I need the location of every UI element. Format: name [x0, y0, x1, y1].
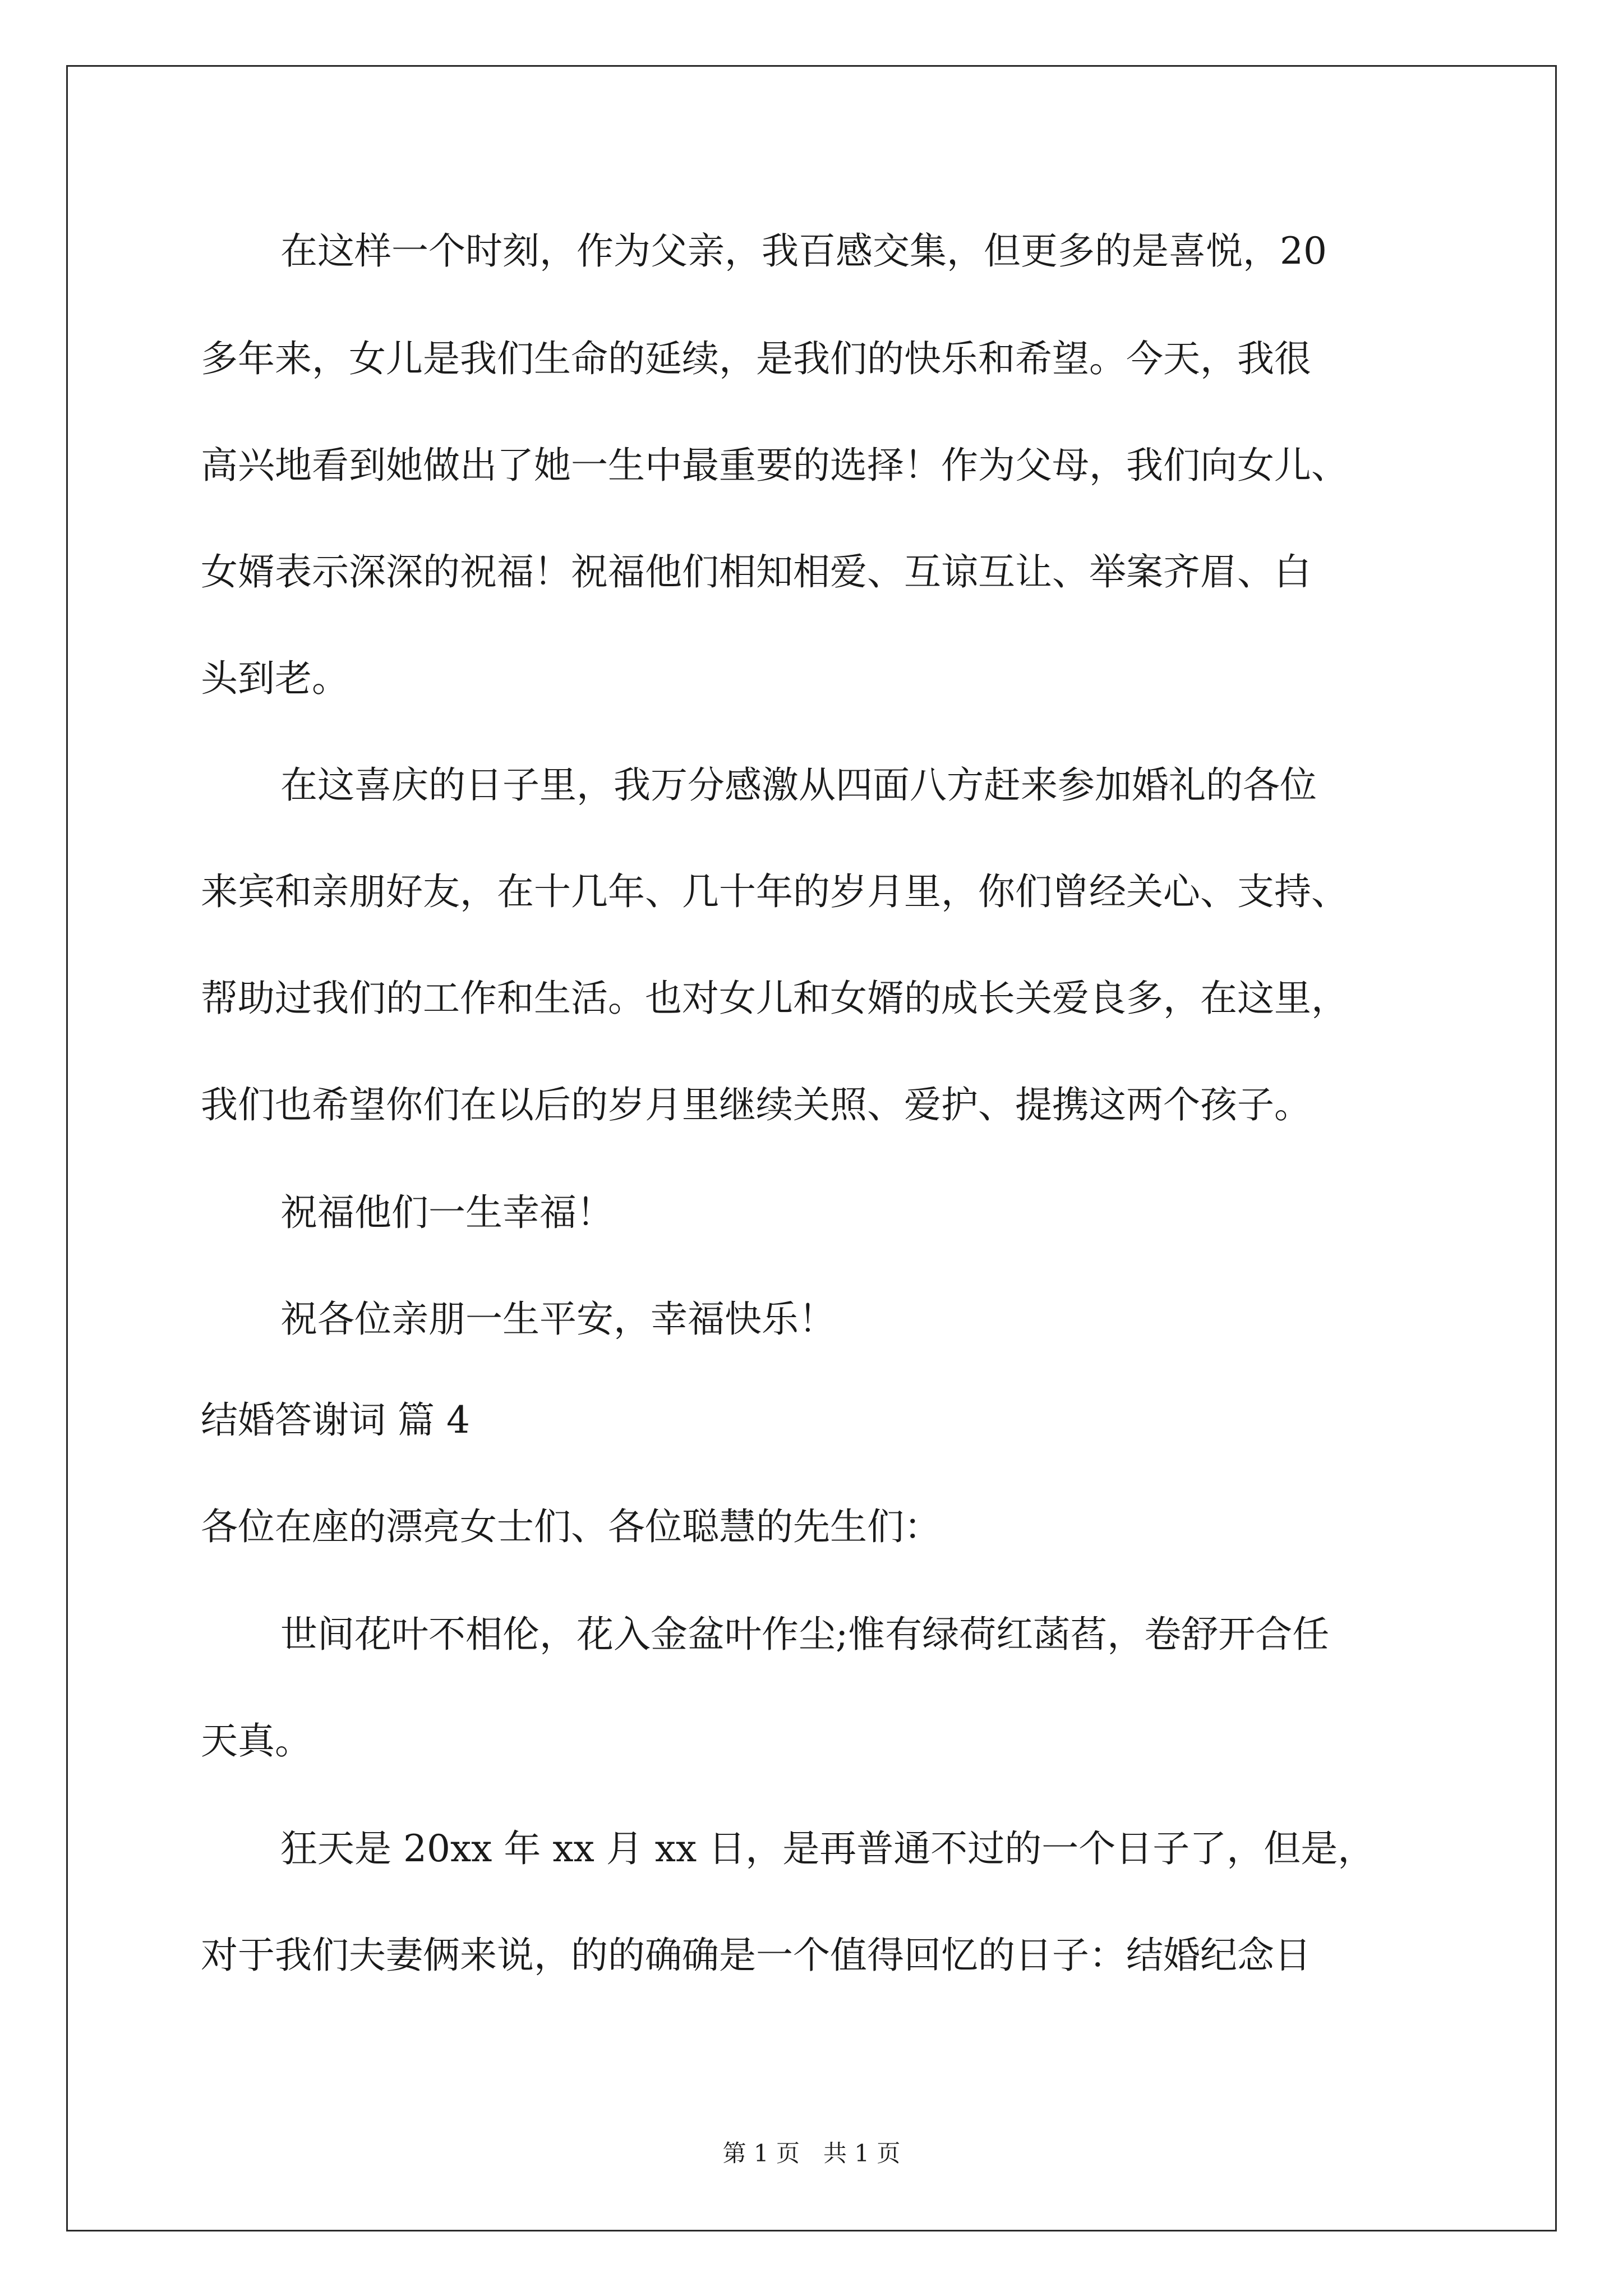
paragraph-line: [0, 1933, 1623, 1978]
line-text: 祝各位亲朋一生平安，幸福快乐！: [280, 1297, 836, 1341]
page-footer: [0, 2139, 1623, 2168]
paragraph-line: [0, 337, 1623, 381]
paragraph-line: [0, 869, 1623, 914]
line-text: 女婿表示深深的祝福！祝福他们相知相爱、互谅互让、举案齐眉、白: [201, 550, 1311, 593]
section-heading: [0, 1398, 1623, 1443]
line-text: 对于我们夫妻俩来说，的的确确是一个值得回忆的日子：结婚纪念日: [201, 1934, 1311, 1977]
line-text: 多年来，女儿是我们生命的延续，是我们的快乐和希望。今天，我很: [201, 337, 1311, 380]
paragraph-line: [0, 763, 1623, 808]
line-text: 头到老。: [201, 657, 349, 700]
page-border: [66, 65, 1557, 2231]
paragraph-line: [0, 656, 1623, 701]
paragraph-line: [0, 1826, 1623, 1871]
line-text: 高兴地看到她做出了她一生中最重要的选择！作为父母，我们向女儿、: [201, 444, 1348, 487]
paragraph-line: [0, 1719, 1623, 1764]
line-text: 天真。: [201, 1719, 312, 1763]
line-text: 在这喜庆的日子里，我万分感激从四面八方赶来参加婚礼的各位: [280, 763, 1317, 807]
paragraph-line: [0, 1083, 1623, 1128]
paragraph-line: [0, 229, 1623, 274]
heading-text: 结婚答谢词 篇 4: [201, 1398, 470, 1442]
page-number: 第 1 页 共 1 页: [722, 2139, 901, 2167]
line-text: 祝福他们一生幸福！: [280, 1191, 614, 1234]
line-text: 各位在座的漂亮女士们、各位聪慧的先生们：: [201, 1505, 941, 1548]
paragraph-line: [0, 443, 1623, 488]
paragraph-line: [0, 1612, 1623, 1657]
paragraph-line: [0, 1297, 1623, 1342]
line-text: 我们也希望你们在以后的岁月里继续关照、爱护、提携这两个孩子。: [201, 1083, 1311, 1126]
salutation-line: [0, 1504, 1623, 1549]
paragraph-line: [0, 1190, 1623, 1235]
line-text: 世间花叶不相伦，花入金盆叶作尘;惟有绿荷红菡萏，卷舒开合任: [280, 1613, 1330, 1656]
paragraph-line: [0, 976, 1623, 1021]
paragraph-line: [0, 550, 1623, 595]
line-text: 狂天是 20xx 年 xx 月 xx 日，是再普通不过的一个日子了，但是，: [280, 1827, 1375, 1870]
line-text: 帮助过我们的工作和生活。也对女儿和女婿的成长关爱良多，在这里，: [201, 977, 1348, 1020]
line-text: 来宾和亲朋好友，在十几年、几十年的岁月里，你们曾经关心、支持、: [201, 870, 1348, 913]
line-text: 在这样一个时刻，作为父亲，我百感交集，但更多的是喜悦，20: [280, 229, 1327, 273]
